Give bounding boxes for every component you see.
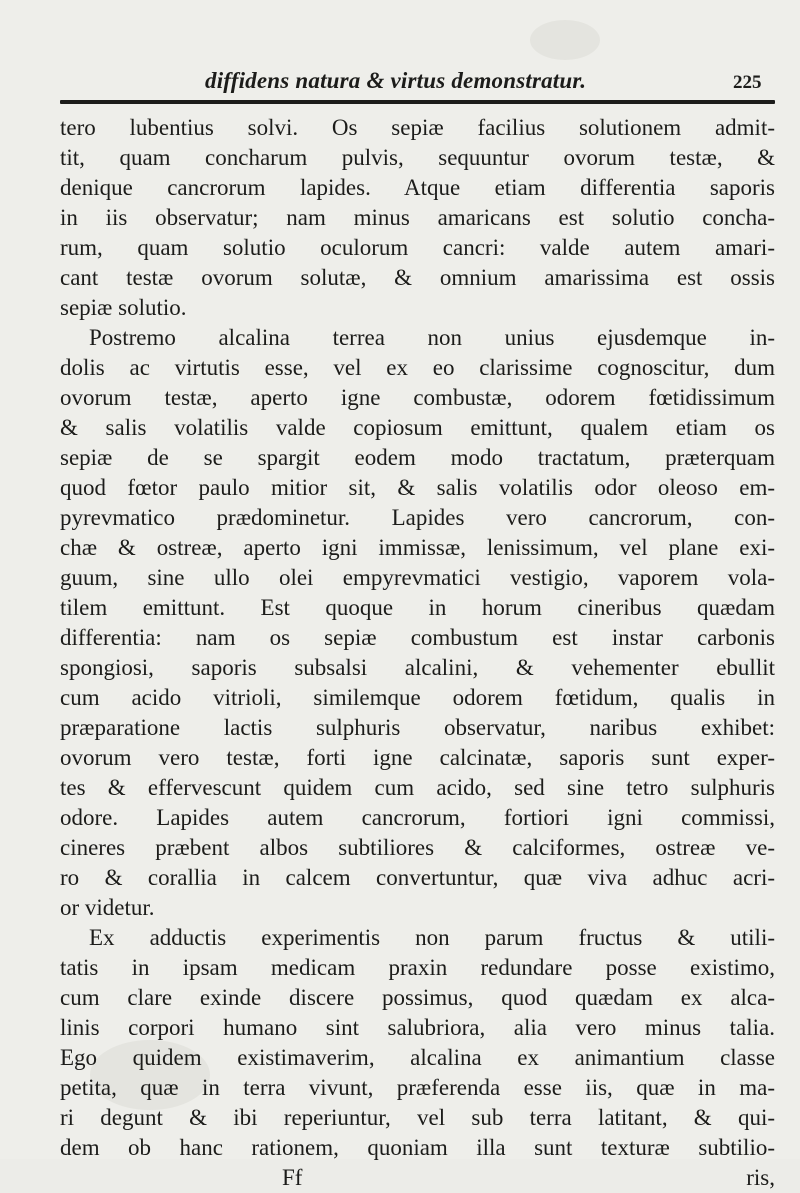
running-head (0, 58, 800, 98)
text-line: tes & effervescunt quidem cum acido, sed sine tetro sulphuris (60, 775, 775, 800)
text-line: cineres præbent albos subtiliores & calciformes, ostreæ ve- (60, 835, 775, 860)
text-line: guum, sine ullo olei empyrevmatici vestigio, vaporem vola- (60, 565, 775, 590)
header-rule (60, 100, 775, 104)
text-line: Postremo alcalina terrea non unius ejusdemque in- (89, 325, 775, 350)
text-line: in iis observatur; nam minus amaricans est solutio concha- (60, 205, 775, 230)
text-line: chæ & ostreæ, aperto igni immissæ, lenissimum, vel plane exi- (60, 535, 775, 560)
text-line: ovorum vero testæ, forti igne calcinatæ, saporis sunt exper- (60, 745, 775, 770)
running-head-title: diffidens natura & virtus demonstratur. (205, 68, 587, 93)
signature-mark: Ff (282, 1165, 303, 1190)
catchword: ris, (746, 1165, 775, 1190)
page-footer (60, 1163, 775, 1193)
text-line: ovorum testæ, aperto igne combustæ, odorem fœtidissimum (60, 385, 775, 410)
text-line: ro & corallia in calcem convertuntur, quæ viva adhuc acri- (60, 865, 775, 890)
text-line: tit, quam concharum pulvis, sequuntur ovorum testæ, & (60, 145, 775, 170)
text-line: dolis ac virtutis esse, vel ex eo clarissime cognoscitur, dum (60, 355, 775, 380)
text-line: denique cancrorum lapides. Atque etiam differentia saporis (60, 175, 775, 200)
text-line: sepiæ de se spargit eodem modo tractatum, præterquam (60, 445, 775, 470)
text-line: tero lubentius solvi. Os sepiæ facilius solutionem admit- (60, 115, 775, 140)
text-line: quod fœtor paulo mitior sit, & salis volatilis odor oleoso em- (60, 475, 775, 500)
text-line: Ex adductis experimentis non parum fructus & utili- (89, 925, 775, 950)
page-number: 225 (733, 72, 762, 93)
text-line: cum clare exinde discere possimus, quod quædam ex alca- (60, 985, 775, 1010)
text-line: tatis in ipsam medicam praxin redundare posse existimo, (60, 955, 775, 980)
text-line: sepiæ solutio. (60, 295, 187, 320)
text-line: petita, quæ in terra vivunt, præferenda esse iis, quæ in ma- (60, 1075, 775, 1100)
text-line: odore. Lapides autem cancrorum, fortiori igni commissi, (60, 805, 775, 830)
text-line: dem ob hanc rationem, quoniam illa sunt texturæ subtilio- (60, 1135, 775, 1160)
text-line: Ego quidem existimaverim, alcalina ex animantium classe (60, 1045, 775, 1070)
text-line: linis corpori humano sint salubriora, alia vero minus talia. (60, 1015, 775, 1040)
paper-stain (530, 20, 600, 60)
text-line: differentia: nam os sepiæ combustum est instar carbonis (60, 625, 775, 650)
text-line: cum acido vitrioli, similemque odorem fœtidum, qualis in (60, 685, 775, 710)
text-line: pyrevmatico prædominetur. Lapides vero cancrorum, con- (60, 505, 775, 530)
text-line: præparatione lactis sulphuris observatur, naribus exhibet: (60, 715, 775, 740)
text-line: tilem emittunt. Est quoque in horum cineribus quædam (60, 595, 775, 620)
text-line: spongiosi, saporis subsalsi alcalini, & vehementer ebullit (60, 655, 775, 680)
text-line: ri degunt & ibi reperiuntur, vel sub terra latitant, & qui- (60, 1105, 775, 1130)
text-line: rum, quam solutio oculorum cancri: valde autem amari- (60, 235, 775, 260)
body-text (60, 113, 775, 1193)
text-line: or videtur. (60, 895, 155, 920)
text-line: cant testæ ovorum solutæ, & omnium amarissima est ossis (60, 265, 775, 290)
text-line: & salis volatilis valde copiosum emittunt, qualem etiam os (60, 415, 775, 440)
